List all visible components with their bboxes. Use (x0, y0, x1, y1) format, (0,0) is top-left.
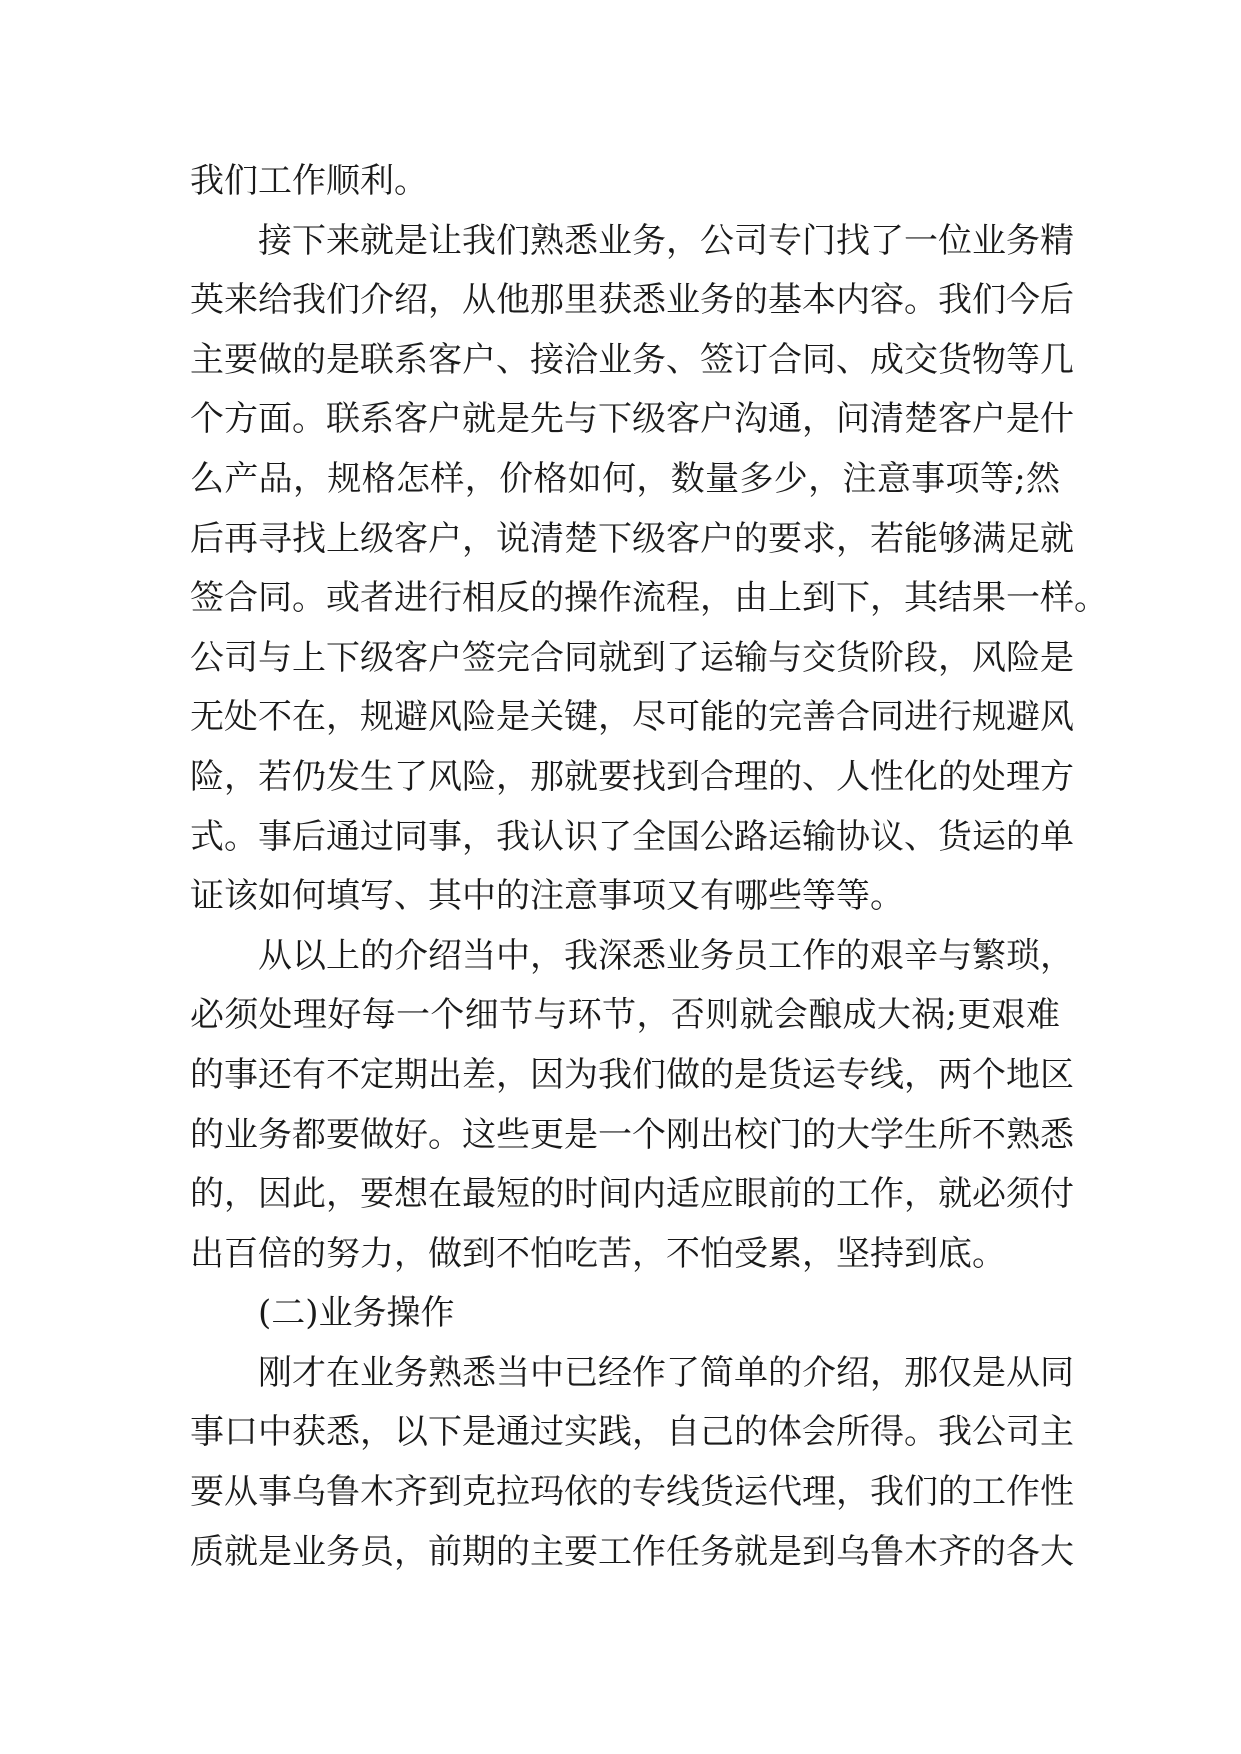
paragraph-line: 后再寻找上级客户，说清楚下级客户的要求，若能够满足就 (190, 518, 1074, 559)
paragraph-line: 的，因此，要想在最短的时间内适应眼前的工作，就必须付 (190, 1174, 1074, 1215)
paragraph-line: 个方面。联系客户就是先与下级客户沟通，问清楚客户是什 (190, 399, 1074, 440)
paragraph-line: 么产品，规格怎样，价格如何，数量多少，注意事项等;然 (190, 458, 1060, 499)
paragraph-line: 证该如何填写、其中的注意事项又有哪些等等。 (190, 876, 904, 917)
paragraph-line: 要从事乌鲁木齐到克拉玛依的专线货运代理，我们的工作性 (190, 1472, 1074, 1513)
paragraph-line: 我们工作顺利。 (190, 161, 428, 201)
paragraph-line: 接下来就是让我们熟悉业务，公司专门找了一位业务精 (258, 220, 1074, 261)
paragraph-line: 签合同。或者进行相反的操作流程，由上到下，其结果一样。 (190, 578, 1108, 619)
paragraph-line: 刚才在业务熟悉当中已经作了简单的介绍，那仅是从同 (258, 1352, 1074, 1393)
paragraph-line: 质就是业务员，前期的主要工作任务就是到乌鲁木齐的各大 (190, 1531, 1074, 1572)
paragraph-line: 式。事后通过同事，我认识了全国公路运输协议、货运的单 (190, 816, 1074, 857)
paragraph-line: 无处不在，规避风险是关键，尽可能的完善合同进行规避风 (190, 697, 1074, 738)
paragraph-line: 公司与上下级客户签完合同就到了运输与交货阶段，风险是 (190, 637, 1074, 678)
document-body (190, 152, 1108, 1582)
paragraph-line: 险，若仍发生了风险，那就要找到合理的、人性化的处理方 (190, 756, 1074, 797)
paragraph-line: 从以上的介绍当中，我深悉业务员工作的艰辛与繁琐， (258, 935, 1074, 976)
paragraph-line: 的事还有不定期出差，因为我们做的是货运专线，两个地区 (190, 1054, 1074, 1095)
paragraph-line: 的业务都要做好。这些更是一个刚出校门的大学生所不熟悉 (190, 1114, 1074, 1155)
paragraph-line: 必须处理好每一个细节与环节，否则就会酿成大祸;更艰难 (190, 995, 1061, 1036)
paragraph-line: 出百倍的努力，做到不怕吃苦，不怕受累，坚持到底。 (190, 1233, 1006, 1274)
paragraph-line: 英来给我们介绍，从他那里获悉业务的基本内容。我们今后 (190, 280, 1074, 321)
paragraph-line: 事口中获悉，以下是通过实践，自己的体会所得。我公司主 (190, 1412, 1074, 1453)
paragraph-line: 主要做的是联系客户、接洽业务、签订合同、成交货物等几 (190, 339, 1074, 380)
section-heading: (二)业务操作 (258, 1293, 455, 1334)
